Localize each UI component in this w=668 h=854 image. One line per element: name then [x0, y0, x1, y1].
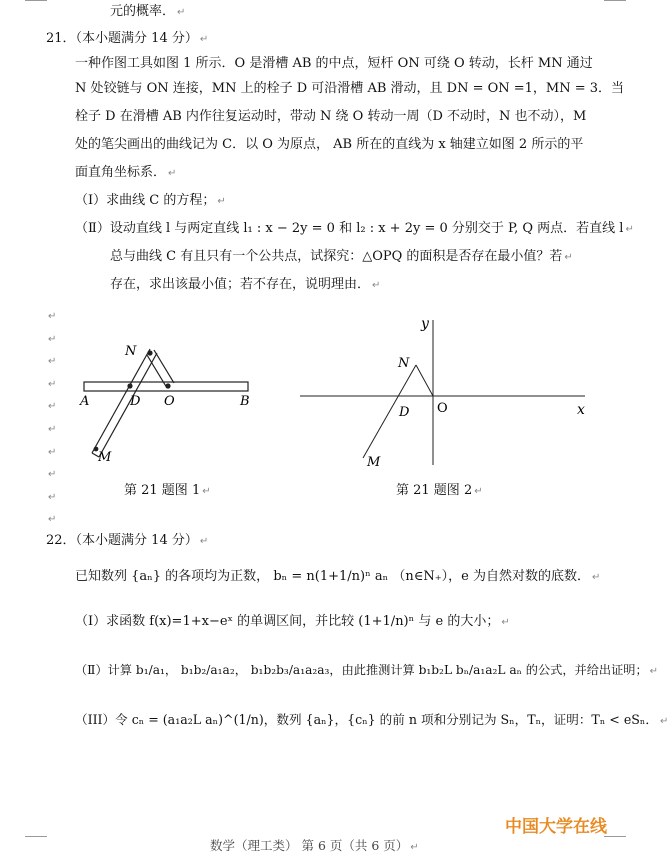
fig2-label-n: N	[398, 356, 410, 371]
figure-2-coordinate-diagram	[295, 310, 595, 475]
corner-mark-top-right	[604, 0, 626, 1]
site-watermark: 中国大学在线	[505, 817, 607, 837]
figure-1-diagram	[70, 335, 270, 470]
q22-line-1: 已知数列 {aₙ} 的各项均为正数， bₙ = n(1+1/n)ⁿ aₙ （n∈N₊），e 为自然对数的底数． ↵	[75, 569, 601, 584]
figure-2-caption: 第 21 题图 2 ↵	[396, 483, 483, 498]
q22-part-3: （III）令 cₙ = (a₁a₂L aₙ)^(1/n)，数列 {aₙ}，{cₙ} 的前 n 项和分别记为 Sₙ，Tₙ，证明：Tₙ < eSₙ． ↵	[75, 712, 668, 727]
fig2-label-x: x	[577, 402, 585, 418]
q22-part-2: （Ⅱ）计算 b₁/a₁， b₁b₂/a₁a₂， b₁b₂b₃/a₁a₂a₃，由此推测计算 b₁b₂L bₙ/a₁a₂L aₙ 的公式，并给出证明； ↵	[75, 663, 659, 677]
segment-no	[416, 365, 433, 396]
fig2-label-y: y	[421, 316, 429, 332]
hinge-n	[147, 350, 152, 355]
q21-part-2-line-3: 存在，求出该最小值；若不存在，说明理由． ↵	[110, 277, 381, 292]
q21-header: 21．（本小题满分 14 分） ↵	[46, 31, 209, 46]
page-footer: 数学（理工类） 第 6 页（共 6 页） ↵	[210, 838, 419, 853]
fig1-label-n: N	[125, 344, 137, 359]
q22-header: 22．（本小题满分 14 分） ↵	[46, 533, 209, 548]
q21-part-1: （Ⅰ）求曲线 C 的方程； ↵	[75, 193, 226, 208]
q21-part-2-line-2: 总与曲线 C 有且只有一个公共点，试探究：△OPQ 的面积是否存在最小值？若 ↵	[110, 249, 573, 264]
figure-1-caption: 第 21 题图 1 ↵	[124, 483, 211, 498]
previous-question-tail: 元的概率． ↵	[110, 4, 186, 19]
q21-part-2-line-1: （Ⅱ）设动直线 l 与两定直线 l₁ : x − 2y = 0 和 l₂ : x + 2y = 0 分别交于 P, Q 两点．若直线 l ↵	[75, 221, 634, 236]
corner-mark-bottom-left	[25, 836, 47, 837]
peg-d	[127, 383, 132, 388]
q22-part-1: （Ⅰ）求函数 f(x)=1+x−eˣ 的单调区间，并比较 (1+1/n)ⁿ 与 e 的大小； ↵	[75, 614, 510, 629]
fig2-label-o: O	[437, 401, 448, 416]
q21-paragraph-line-3: 栓子 D 在滑槽 AB 内作往复运动时，带动 N 绕 O 转动一周（D 不动时，N 也不动），M	[75, 109, 587, 124]
fig1-label-a: A	[80, 394, 90, 409]
q21-paragraph-line-1: 一种作图工具如图 1 所示．O 是滑槽 AB 的中点，短杆 ON 可绕 O 转动，长杆 MN 通过	[75, 56, 593, 71]
q21-paragraph-line-2: N 处铰链与 ON 连接，MN 上的栓子 D 可沿滑槽 AB 滑动，且 DN = ON =1，MN = 3．当	[75, 81, 625, 96]
corner-mark-bottom-right	[604, 836, 626, 837]
fig1-label-m: M	[98, 450, 112, 465]
rod-mn	[92, 349, 157, 457]
pivot-o	[165, 383, 170, 388]
fig1-label-b: B	[240, 394, 250, 409]
fig2-label-m: M	[367, 455, 381, 470]
fig2-label-d: D	[399, 405, 410, 420]
fig1-label-d: D	[130, 394, 141, 409]
corner-mark-top-left	[25, 0, 47, 1]
q21-paragraph-line-5: 面直角坐标系． ↵	[75, 165, 177, 180]
empty-paragraph-marks: ↵ ↵ ↵ ↵ ↵ ↵ ↵ ↵ ↵ ↵	[48, 311, 57, 526]
q21-paragraph-line-4: 处的笔尖画出的曲线记为 C．以 O 为原点， AB 所在的直线为 x 轴建立如图 2 所示的平	[75, 137, 584, 152]
fig1-label-o: O	[164, 394, 175, 409]
